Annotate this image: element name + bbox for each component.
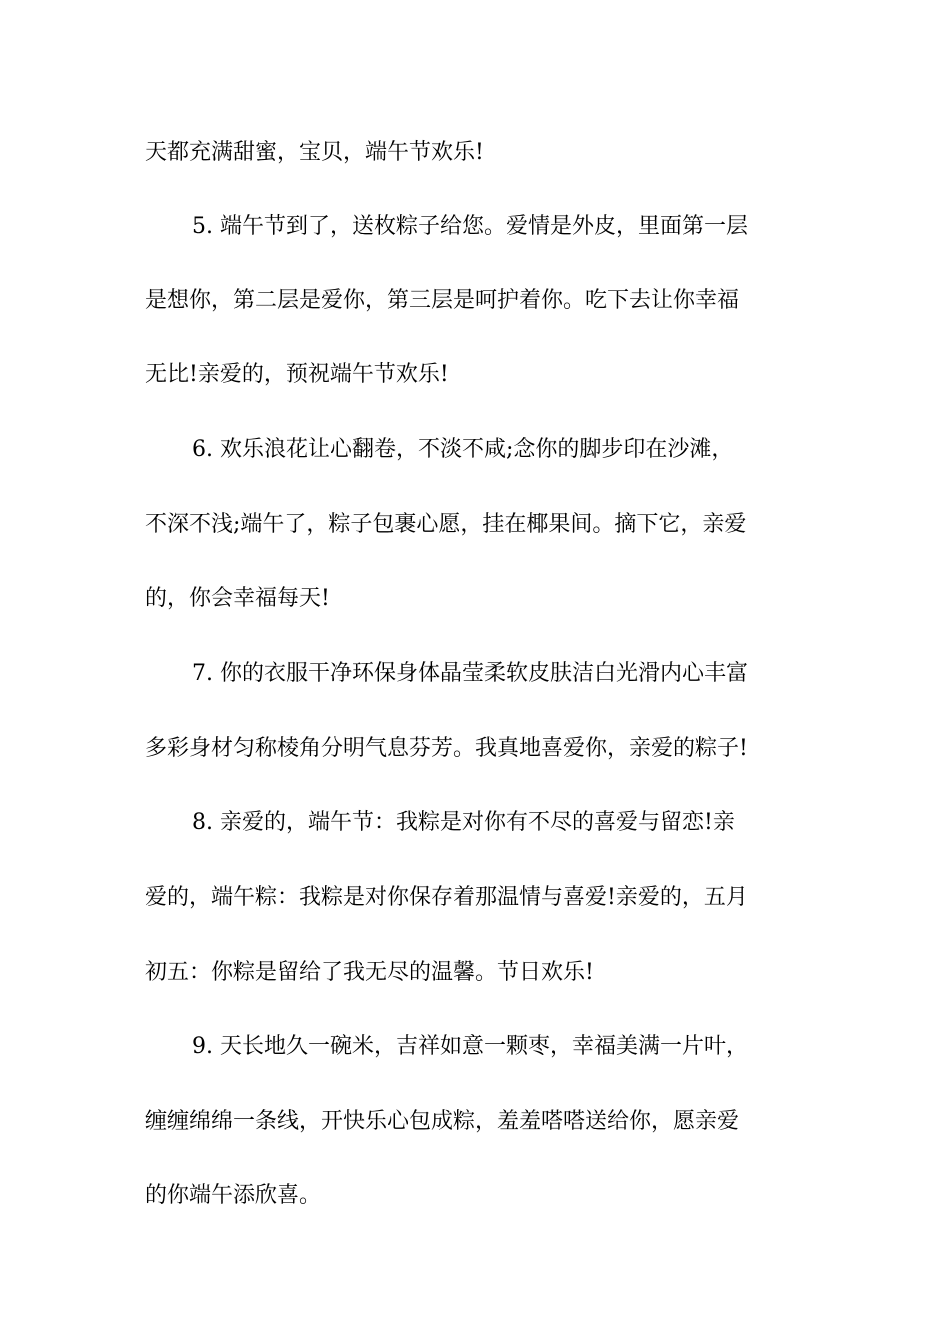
list-item-8-line-2: 爱的，端午粽：我粽是对你保存着那温情与喜爱!亲爱的，五月	[145, 885, 748, 910]
list-item-5-line-2: 是想你，第二层是爱你，第三层是呵护着你。吃下去让你幸福	[145, 288, 740, 313]
list-item-7-line-2: 多彩身材匀称棱角分明气息芬芳。我真地喜爱你，亲爱的粽子!	[145, 736, 748, 761]
list-item-8-line-3: 初五：你粽是留给了我无尽的温馨。节日欢乐!	[145, 960, 594, 985]
list-item-8-line-1: 8. 亲爱的，端午节：我粽是对你有不尽的喜爱与留恋!亲	[192, 810, 735, 835]
list-item-7-line-1: 7. 你的衣服干净环保身体晶莹柔软皮肤洁白光滑内心丰富	[192, 661, 748, 686]
list-item-6-line-3: 的，你会幸福每天!	[145, 586, 330, 611]
list-item-9-line-3: 的你端午添欣喜。	[145, 1183, 322, 1208]
list-item-5-line-1: 5. 端午节到了，送枚粽子给您。爱情是外皮，里面第一层	[192, 214, 748, 239]
list-item-6-line-2: 不深不浅;端午了，粽子包裹心愿，挂在椰果间。摘下它，亲爱	[145, 512, 747, 537]
list-item-9-line-1: 9. 天长地久一碗米，吉祥如意一颗枣，幸福美满一片叶，	[192, 1034, 748, 1059]
list-item-6-line-1: 6. 欢乐浪花让心翻卷，不淡不咸;念你的脚步印在沙滩，	[192, 437, 734, 462]
list-item-9-line-2: 缠缠绵绵一条线，开快乐心包成粽，羞羞嗒嗒送给你，愿亲爱	[145, 1109, 740, 1134]
text-line: 天都充满甜蜜，宝贝，端午节欢乐!	[145, 140, 484, 165]
list-item-5-line-3: 无比!亲爱的，预祝端午节欢乐!	[145, 362, 449, 387]
